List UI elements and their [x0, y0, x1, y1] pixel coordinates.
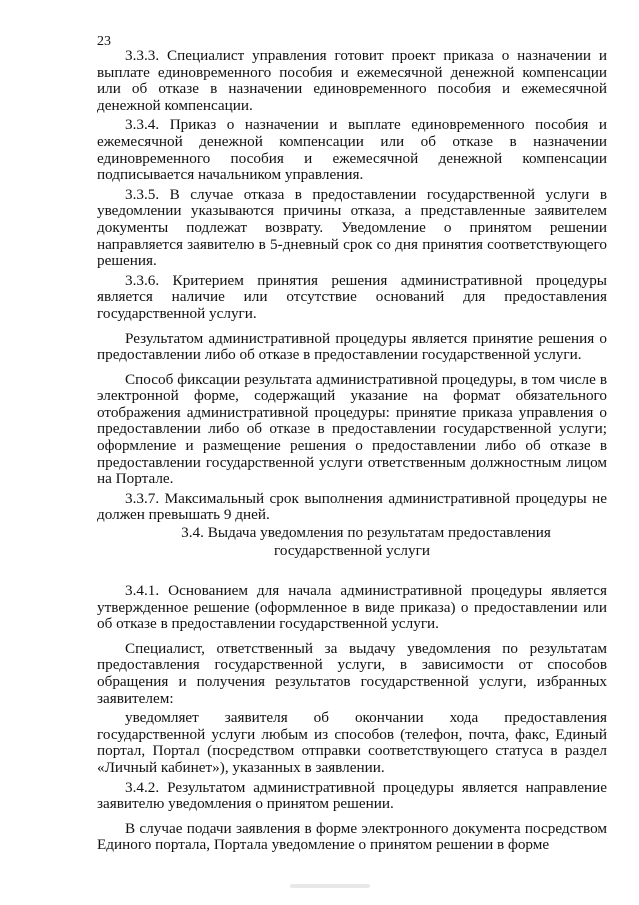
- paragraph-electronic-submission: В случае подачи заявления в форме электронного документа посредством Единого портала, Портала уведомление о принятом решении в форме: [97, 819, 607, 854]
- paragraph-3-4-2: 3.4.2. Результатом административной процедуры является направление заявителю уведомления о принятом решении.: [97, 778, 607, 813]
- paragraph-3-3-3: 3.3.3. Специалист управления готовит проект приказа о назначении и выплате единовременного пособия и ежемесячной денежной компенсации или об отказе в назначении единовременного пособия и ежемесячной денежной компенсации.: [97, 47, 607, 114]
- paragraph-specialist: Специалист, ответственный за выдачу уведомления по результатам предоставления государственной услуги, в зависимости от способов обращения и получения результатов государственной услуги, избранных заявителем:: [97, 639, 607, 707]
- paragraph-fixation-method: Способ фиксации результата административной процедуры, в том числе в электронной форме, содержащий указание на формат обязательного отображения административной процедуры: принятие приказа управления о предоставлении либо об отказе в предоставлении государственной услуги; оформление и размещение решения о предоставлении либо об отказе в предоставлении государственной услуги ответственным должностным лицом на Портале.: [97, 370, 607, 488]
- paragraph-3-3-6: 3.3.6. Критерием принятия решения административной процедуры является наличие или отсутствие оснований для предоставления государственной услуги.: [97, 271, 607, 322]
- scan-smudge: [290, 884, 370, 888]
- page-number: 23: [97, 34, 111, 49]
- paragraph-notify-applicant: уведомляет заявителя об окончании хода предоставления государственной услуги любым из способов (телефон, почта, факс, Единый портал, Портал (посредством отправки соответствующего статуса в раздел «Личный кабинет»), указанных в заявлении.: [97, 709, 607, 776]
- paragraph-3-3-7: 3.3.7. Максимальный срок выполнения административной процедуры не должен превышать 9 дней.: [97, 489, 607, 524]
- paragraph-3-4-1: 3.4.1. Основанием для начала административной процедуры является утвержденное решение (оформленное в виде приказа) о предоставлении или об отказе в предоставлении государственной услуги.: [97, 582, 607, 633]
- paragraph-result: Результатом административной процедуры является принятие решения о предоставлении либо об отказе в предоставлении государственной услуги.: [97, 329, 607, 364]
- paragraph-3-3-4: 3.3.4. Приказ о назначении и выплате единовременного пособия и ежемесячной денежной компенсации или об отказе в назначении единовременного пособия и ежемесячной денежной компенсации подписывается начальником управления.: [97, 116, 607, 184]
- document-body: [97, 48, 607, 854]
- paragraph-3-3-5: 3.3.5. В случае отказа в предоставлении государственной услуги в уведомлении указываются причины отказа, а представленные заявителем документы подлежат возврату. Уведомление о принятом решении направляется заявителю в 5-дневный срок со дня принятия соответствующего решения.: [97, 185, 607, 270]
- section-heading-3-4: 3.4. Выдача уведомления по результатам предоставления государственной услуги: [181, 524, 551, 560]
